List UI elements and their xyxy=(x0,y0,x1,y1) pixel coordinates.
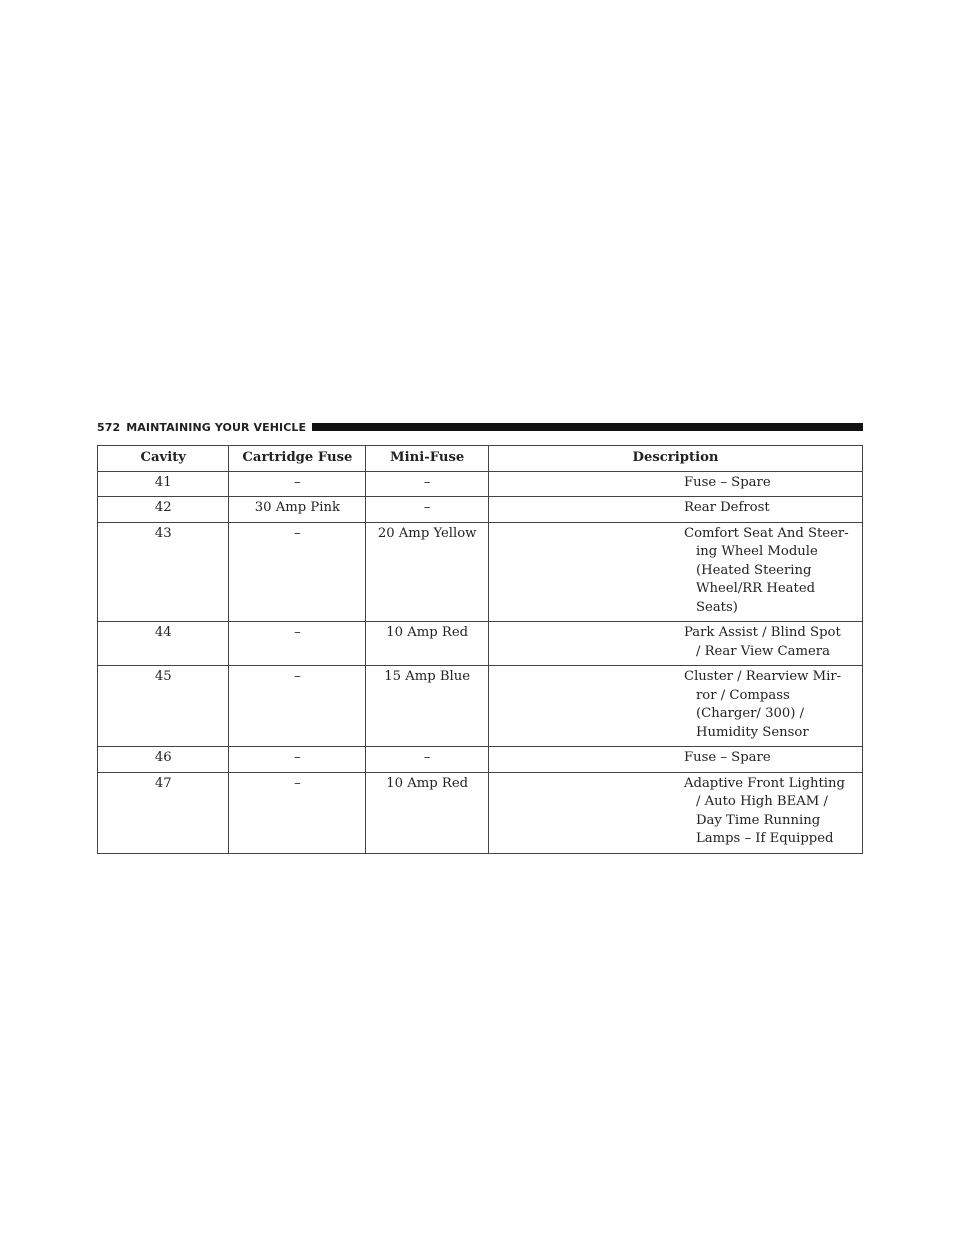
cell-description xyxy=(488,471,862,497)
table-row xyxy=(98,522,863,622)
cell-cavity: 44 xyxy=(98,622,229,666)
table-row xyxy=(98,622,863,666)
cell-cartridge-fuse: 30 Amp Pink xyxy=(229,497,366,523)
table-header-row xyxy=(98,446,863,472)
cell-mini-fuse: – xyxy=(366,471,489,497)
table-row xyxy=(98,471,863,497)
cell-cartridge-fuse: – xyxy=(229,747,366,773)
cell-cartridge-fuse: – xyxy=(229,622,366,666)
description-text xyxy=(684,474,856,493)
description-first-line: Cluster / Rearview Mir- xyxy=(683,669,842,684)
description-text xyxy=(684,668,856,742)
cell-cartridge-fuse: – xyxy=(229,666,366,747)
description-text xyxy=(684,775,856,849)
description-continuation: / Rear View Camera xyxy=(695,643,830,659)
header-rule xyxy=(312,423,863,431)
description-first-line: Park Assist / Blind Spot xyxy=(683,625,841,640)
cell-cavity: 46 xyxy=(98,747,229,773)
cell-description xyxy=(488,497,862,523)
table-row xyxy=(98,497,863,523)
cell-cavity: 41 xyxy=(98,471,229,497)
cell-mini-fuse: – xyxy=(366,747,489,773)
description-continuation: / Auto High BEAM / Day Time Running Lamps – If Equipped xyxy=(695,794,834,846)
table-row xyxy=(98,666,863,747)
table-row xyxy=(98,772,863,853)
column-header-description: Description xyxy=(488,446,862,472)
fuse-table-body xyxy=(98,471,863,853)
description-first-line: Fuse – Spare xyxy=(683,474,771,490)
cell-description xyxy=(488,522,862,622)
column-header-mini-fuse: Mini-Fuse xyxy=(366,446,489,472)
cell-description xyxy=(488,666,862,747)
description-text xyxy=(684,525,856,618)
description-continuation: ror / Compass (Charger/ 300) / Humidity Sensor xyxy=(695,687,809,740)
cell-cavity: 47 xyxy=(98,772,229,853)
cell-description xyxy=(488,772,862,853)
cell-cavity: 43 xyxy=(98,522,229,622)
description-first-line: Adaptive Front Lighting xyxy=(683,775,845,791)
cell-description xyxy=(488,622,862,666)
description-continuation: ing Wheel Module (Heated Steering Wheel/RR Heated Seats) xyxy=(695,544,818,615)
cell-cartridge-fuse: – xyxy=(229,522,366,622)
cell-mini-fuse: 15 Amp Blue xyxy=(366,666,489,747)
cell-mini-fuse: 20 Amp Yellow xyxy=(366,522,489,622)
cell-cavity: 45 xyxy=(98,666,229,747)
page-number: 572 xyxy=(97,420,121,434)
column-header-cartridge-fuse: Cartridge Fuse xyxy=(229,446,366,472)
column-header-cavity: Cavity xyxy=(98,446,229,472)
cell-cartridge-fuse: – xyxy=(229,471,366,497)
cell-description xyxy=(488,747,862,773)
cell-mini-fuse: 10 Amp Red xyxy=(366,772,489,853)
cell-mini-fuse: 10 Amp Red xyxy=(366,622,489,666)
cell-cavity: 42 xyxy=(98,497,229,523)
section-title: MAINTAINING YOUR VEHICLE xyxy=(126,420,307,434)
description-first-line: Rear Defrost xyxy=(683,500,770,515)
fuse-table xyxy=(97,445,863,854)
table-row xyxy=(98,747,863,773)
cell-mini-fuse: – xyxy=(366,497,489,523)
description-text xyxy=(684,624,856,661)
description-first-line: Comfort Seat And Steer- xyxy=(683,525,849,541)
page-header xyxy=(97,419,863,435)
description-first-line: Fuse – Spare xyxy=(683,750,771,765)
description-text xyxy=(684,499,856,518)
cell-cartridge-fuse: – xyxy=(229,772,366,853)
description-text xyxy=(684,749,856,768)
